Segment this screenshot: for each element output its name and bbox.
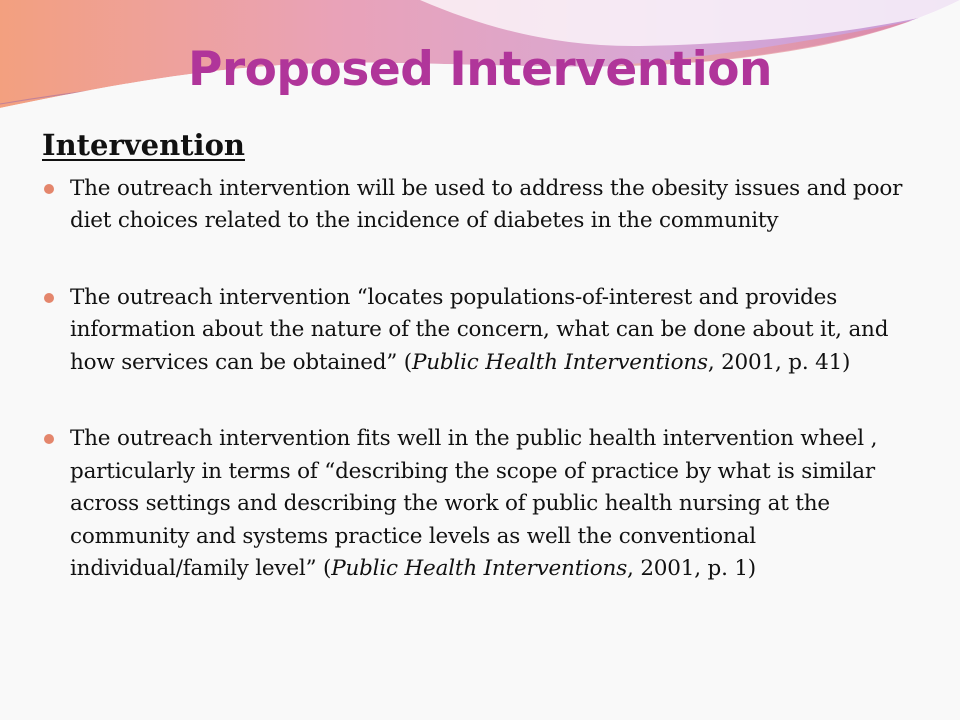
citation-title: Public Health Interventions [411,349,708,375]
bullet-text: The outreach intervention “locates populations-of-interest and provides information about the nature of the concern, what can be done about it, and how services can be obtained” ( [70,284,889,375]
slide-title: Proposed Intervention [188,42,772,97]
bullet-text: The outreach intervention fits well in the public health intervention wheel , particularly in terms of “describing the scope of practice by what is similar across settings and describing the work of public health nursing at the community and systems practice levels as well the conventional individual/family level” ( [70,426,878,582]
bullet-dot-icon [44,184,54,194]
bullet-list [42,173,932,586]
citation-rest: , 2001, p. 41) [707,349,851,375]
bullet-item-2 [42,282,932,380]
section-heading: Intervention [42,128,245,162]
slide-content [42,128,932,630]
bullet-text: The outreach intervention will be used to address the obesity issues and poor diet choices related to the incidence of diabetes in the community [70,175,903,234]
citation-title: Public Health Interventions [331,556,628,582]
citation-rest: , 2001, p. 1) [627,556,756,582]
bullet-dot-icon [44,293,54,303]
bullet-dot-icon [44,434,54,444]
bullet-item-1 [42,173,932,238]
bullet-item-3 [42,423,932,586]
